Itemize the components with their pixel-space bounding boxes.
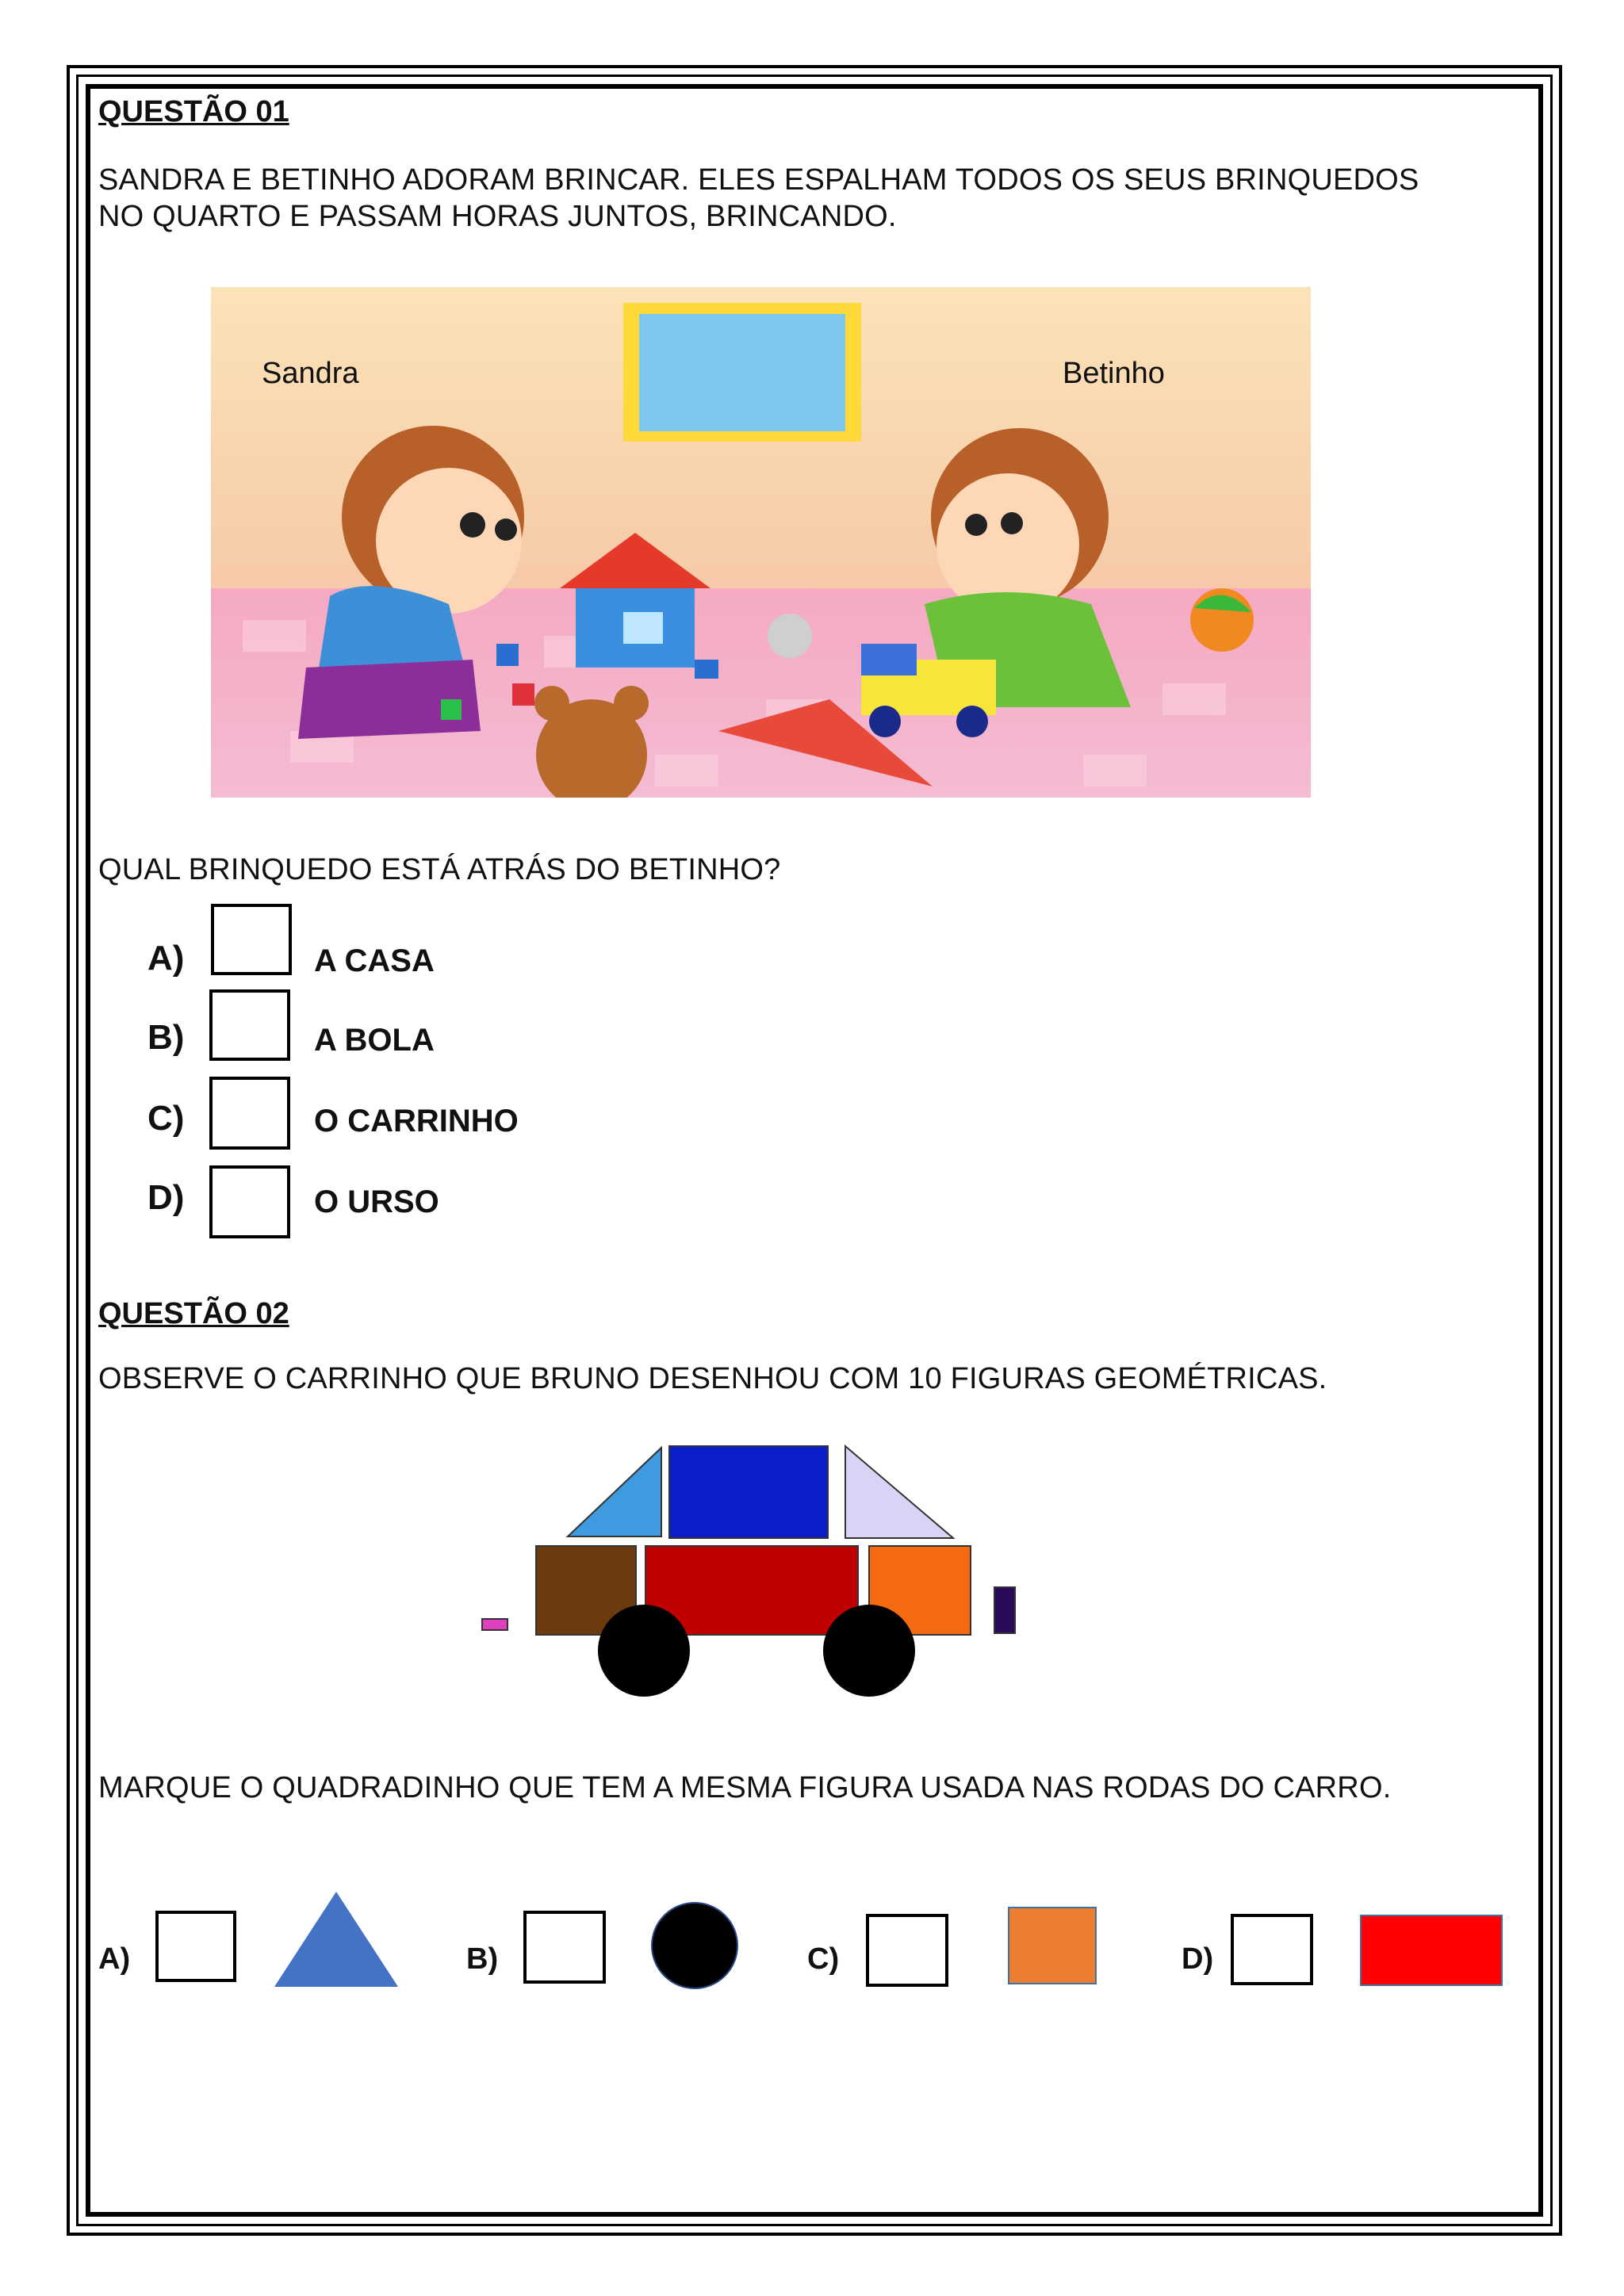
toy-bunny bbox=[768, 614, 812, 658]
question-2-text: OBSERVE O CARRINHO QUE BRUNO DESENHOU COM 10 FIGURAS GEOMÉTRICAS. bbox=[98, 1362, 1327, 1395]
q2-option-c-figure bbox=[1007, 1906, 1099, 1987]
q2-option-c-checkbox[interactable] bbox=[866, 1914, 948, 1987]
q2-option-b-checkbox[interactable] bbox=[523, 1911, 606, 1984]
question-2-title: QUESTÃO 02 bbox=[98, 1297, 289, 1330]
q1-option-b-letter: B) bbox=[147, 1018, 185, 1057]
q2-option-b-figure bbox=[649, 1900, 741, 1992]
question-2-instruction: MARQUE O QUADRADINHO QUE TEM A MESMA FIGURA USADA NAS RODAS DO CARRO. bbox=[98, 1771, 1392, 1804]
q2-option-d-checkbox[interactable] bbox=[1231, 1914, 1313, 1985]
q2-option-d-figure bbox=[1359, 1914, 1505, 1988]
car-triangle-left bbox=[568, 1448, 661, 1536]
q1-option-a-checkbox[interactable] bbox=[211, 904, 292, 975]
q1-option-d-letter: D) bbox=[147, 1178, 185, 1217]
car-wheel-front bbox=[823, 1605, 915, 1697]
q1-option-c-letter: C) bbox=[147, 1099, 185, 1138]
q1-option-a-letter: A) bbox=[147, 939, 185, 978]
car-wheel-back bbox=[598, 1605, 690, 1697]
picture-sky bbox=[639, 314, 845, 431]
q1-option-d-checkbox[interactable] bbox=[209, 1165, 290, 1238]
question-1-text-line1: SANDRA E BETINHO ADORAM BRINCAR. ELES ESPALHAM TODOS OS SEUS BRINQUEDOS bbox=[98, 163, 1419, 197]
blue-triangle bbox=[274, 1892, 398, 1987]
red-rectangle bbox=[1361, 1915, 1502, 1985]
q2-option-d-letter: D) bbox=[1182, 1942, 1214, 1976]
children-playing-illustration bbox=[211, 287, 1311, 798]
car-bumper-front bbox=[994, 1587, 1015, 1633]
label-sandra: Sandra bbox=[262, 357, 359, 390]
q2-option-c-letter: C) bbox=[807, 1942, 840, 1976]
car-bumper-back bbox=[482, 1619, 508, 1630]
car-roof bbox=[669, 1446, 828, 1538]
q2-option-b-letter: B) bbox=[466, 1942, 499, 1976]
q1-option-c-checkbox[interactable] bbox=[209, 1077, 290, 1150]
q1-option-b-text: A BOLA bbox=[314, 1023, 435, 1058]
q2-option-a-checkbox[interactable] bbox=[155, 1911, 236, 1982]
orange-square bbox=[1009, 1908, 1096, 1984]
car-triangle-right bbox=[845, 1446, 953, 1538]
q2-option-a-letter: A) bbox=[98, 1942, 131, 1976]
q1-option-a-text: A CASA bbox=[314, 943, 435, 978]
geometric-car-drawing bbox=[476, 1440, 1023, 1709]
label-betinho: Betinho bbox=[1063, 357, 1165, 390]
q1-option-d-text: O URSO bbox=[314, 1184, 439, 1219]
black-circle bbox=[652, 1903, 737, 1988]
question-1-title: QUESTÃO 01 bbox=[98, 95, 289, 128]
q1-option-b-checkbox[interactable] bbox=[209, 989, 290, 1061]
question-1-prompt: QUAL BRINQUEDO ESTÁ ATRÁS DO BETINHO? bbox=[98, 853, 781, 886]
question-1-text-line2: NO QUARTO E PASSAM HORAS JUNTOS, BRINCANDO. bbox=[98, 200, 897, 233]
q2-option-a-figure bbox=[273, 1890, 400, 1988]
q1-option-c-text: O CARRINHO bbox=[314, 1104, 519, 1138]
